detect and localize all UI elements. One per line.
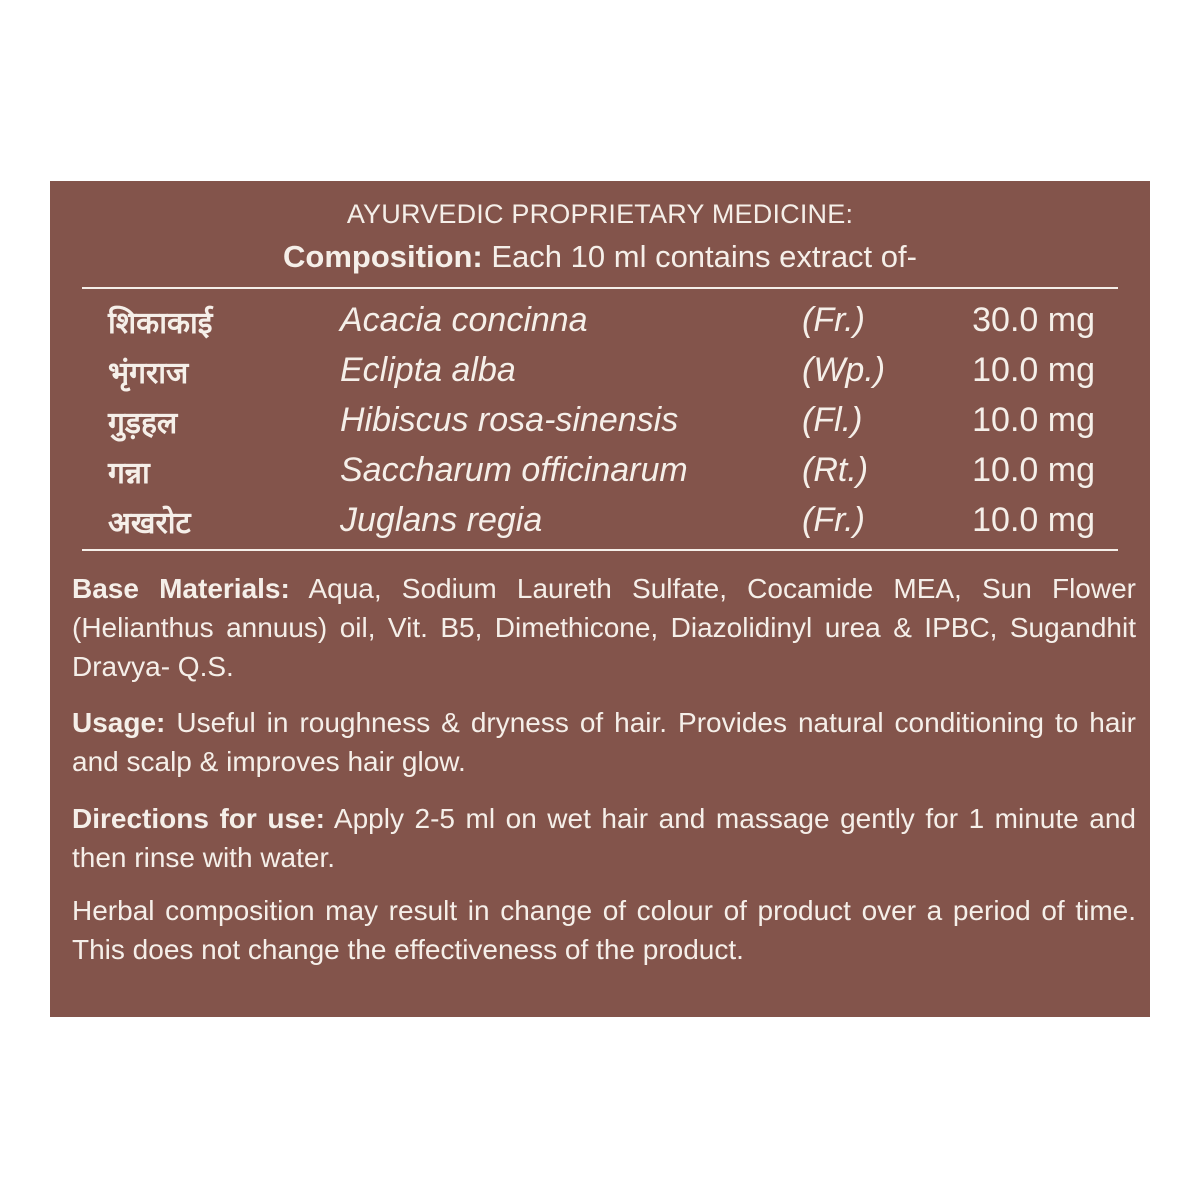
composition-heading — [50, 239, 1150, 275]
ingredient-hindi-name: गन्ना — [108, 456, 150, 491]
ingredient-row — [50, 301, 1150, 351]
ingredient-quantity: 10.0 mg — [972, 451, 1095, 489]
composition-text: Each 10 ml contains extract of- — [482, 239, 917, 274]
ingredient-botanical-name: Acacia concinna — [340, 301, 588, 339]
ingredient-hindi-name: गुड़हल — [108, 406, 178, 441]
herbal-note-paragraph: Herbal composition may result in change of colour of product over a period of time. This does not change the effectiveness of the product. — [72, 895, 1136, 965]
ingredient-botanical-name: Juglans regia — [340, 501, 543, 539]
base-materials-label: Base Materials: — [72, 573, 290, 604]
base-materials-paragraph — [72, 569, 1136, 686]
directions-paragraph — [72, 799, 1136, 877]
ingredient-row — [50, 351, 1150, 401]
ingredient-plant-part: (Wp.) — [802, 351, 886, 389]
table-bottom-rule — [82, 549, 1118, 551]
table-top-rule — [82, 287, 1118, 289]
ingredient-quantity: 10.0 mg — [972, 351, 1095, 389]
ingredient-row — [50, 451, 1150, 501]
ingredient-hindi-name: शिकाकाई — [108, 306, 213, 341]
ingredient-plant-part: (Fr.) — [802, 301, 865, 339]
ingredient-plant-part: (Rt.) — [802, 451, 869, 489]
ingredient-hindi-name: भृंगराज — [108, 356, 189, 391]
product-category-title: AYURVEDIC PROPRIETARY MEDICINE: — [346, 199, 854, 229]
ingredient-quantity: 10.0 mg — [972, 401, 1095, 439]
ingredient-row — [50, 501, 1150, 551]
ingredient-quantity: 30.0 mg — [972, 301, 1095, 339]
ingredient-hindi-name: अखरोट — [108, 506, 191, 541]
ingredients-table — [50, 301, 1150, 551]
ingredient-plant-part: (Fl.) — [802, 401, 863, 439]
ingredient-botanical-name: Saccharum officinarum — [340, 451, 688, 489]
usage-label: Usage: — [72, 707, 166, 738]
usage-text: Useful in roughness & dryness of hair. Provides natural conditioning to hair and scalp & improves hair glow. — [72, 707, 1136, 777]
usage-paragraph — [72, 703, 1136, 781]
composition-label: Composition: — [283, 239, 483, 274]
base-materials-text: Aqua, Sodium Laureth Sulfate, Cocamide MEA, Sun Flower (Helianthus annuus) oil, Vit. B5, Dimethicone, Diazolidinyl urea & IPBC, Sugandhit Dravya- Q.S. — [72, 573, 1136, 682]
directions-text: Apply 2-5 ml on wet hair and massage gently for 1 minute and then rinse with water. — [72, 803, 1136, 873]
ingredient-row — [50, 401, 1150, 451]
ingredient-plant-part: (Fr.) — [802, 501, 865, 539]
ingredient-botanical-name: Eclipta alba — [340, 351, 516, 389]
ingredient-quantity: 10.0 mg — [972, 501, 1095, 539]
directions-label: Directions for use: — [72, 803, 325, 834]
ingredient-botanical-name: Hibiscus rosa-sinensis — [340, 401, 679, 439]
label-panel — [50, 181, 1150, 1017]
